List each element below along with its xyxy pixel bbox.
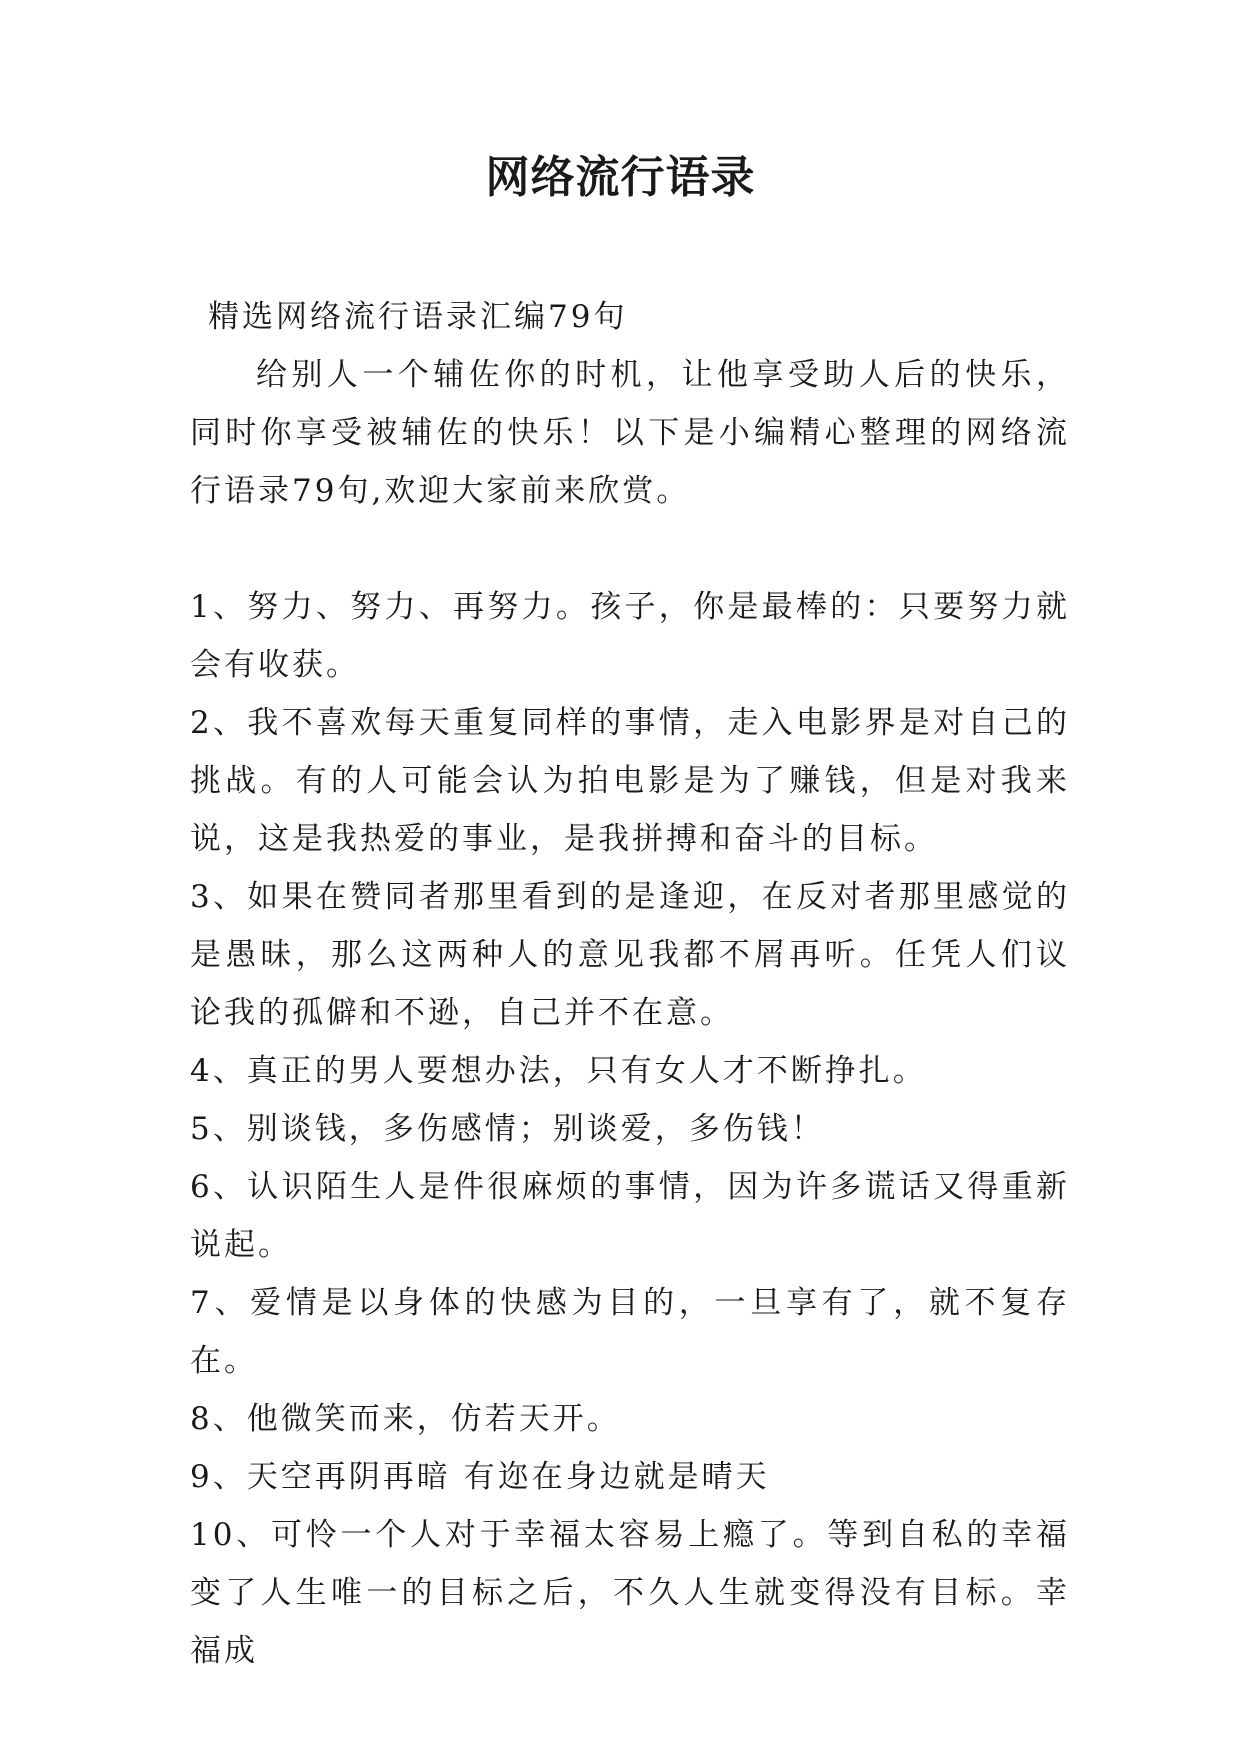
quote-item: 6、认识陌生人是件很麻烦的事情，因为许多谎话又得重新说起。 [190, 1169, 1070, 1263]
quote-item: 7、爱情是以身体的快感为目的，一旦享有了，就不复存在。 [190, 1285, 1070, 1379]
quote-item: 1、努力、努力、再努力。孩子，你是最棒的：只要努力就会有收获。 [190, 589, 1070, 683]
document-title: 网络流行语录 [485, 152, 756, 203]
quote-item: 3、如果在赞同者那里看到的是逢迎，在反对者那里感觉的是愚昧，那么这两种人的意见我都不屑再听。任凭人们议论我的孤僻和不逊，自己并不在意。 [190, 879, 1070, 1031]
quote-item: 8、他微笑而来，仿若天开。 [190, 1401, 621, 1437]
document-body [190, 288, 1070, 1680]
quote-item: 5、别谈钱，多伤感情；别谈爱，多伤钱！ [190, 1111, 825, 1147]
paragraph-spacer [190, 520, 1070, 578]
document-subtitle: 精选网络流行语录汇编79句 [208, 299, 628, 335]
intro-paragraph: 给别人一个辅佐你的时机，让他享受助人后的快乐，同时你享受被辅佐的快乐！以下是小编精心整理的网络流行语录79句,欢迎大家前来欣赏。 [190, 357, 1070, 509]
quote-item: 9、天空再阴再暗 有迩在身边就是晴天 [190, 1459, 770, 1495]
quote-item: 2、我不喜欢每天重复同样的事情，走入电影界是对自己的挑战。有的人可能会认为拍电影是为了赚钱，但是对我来说，这是我热爱的事业，是我拼搏和奋斗的目标。 [190, 705, 1070, 857]
quote-item: 10、可怜一个人对于幸福太容易上瘾了。等到自私的幸福变了人生唯一的目标之后，不久人生就变得没有目标。幸福成 [190, 1517, 1070, 1669]
quote-item: 4、真正的男人要想办法，只有女人才不断挣扎。 [190, 1053, 927, 1089]
